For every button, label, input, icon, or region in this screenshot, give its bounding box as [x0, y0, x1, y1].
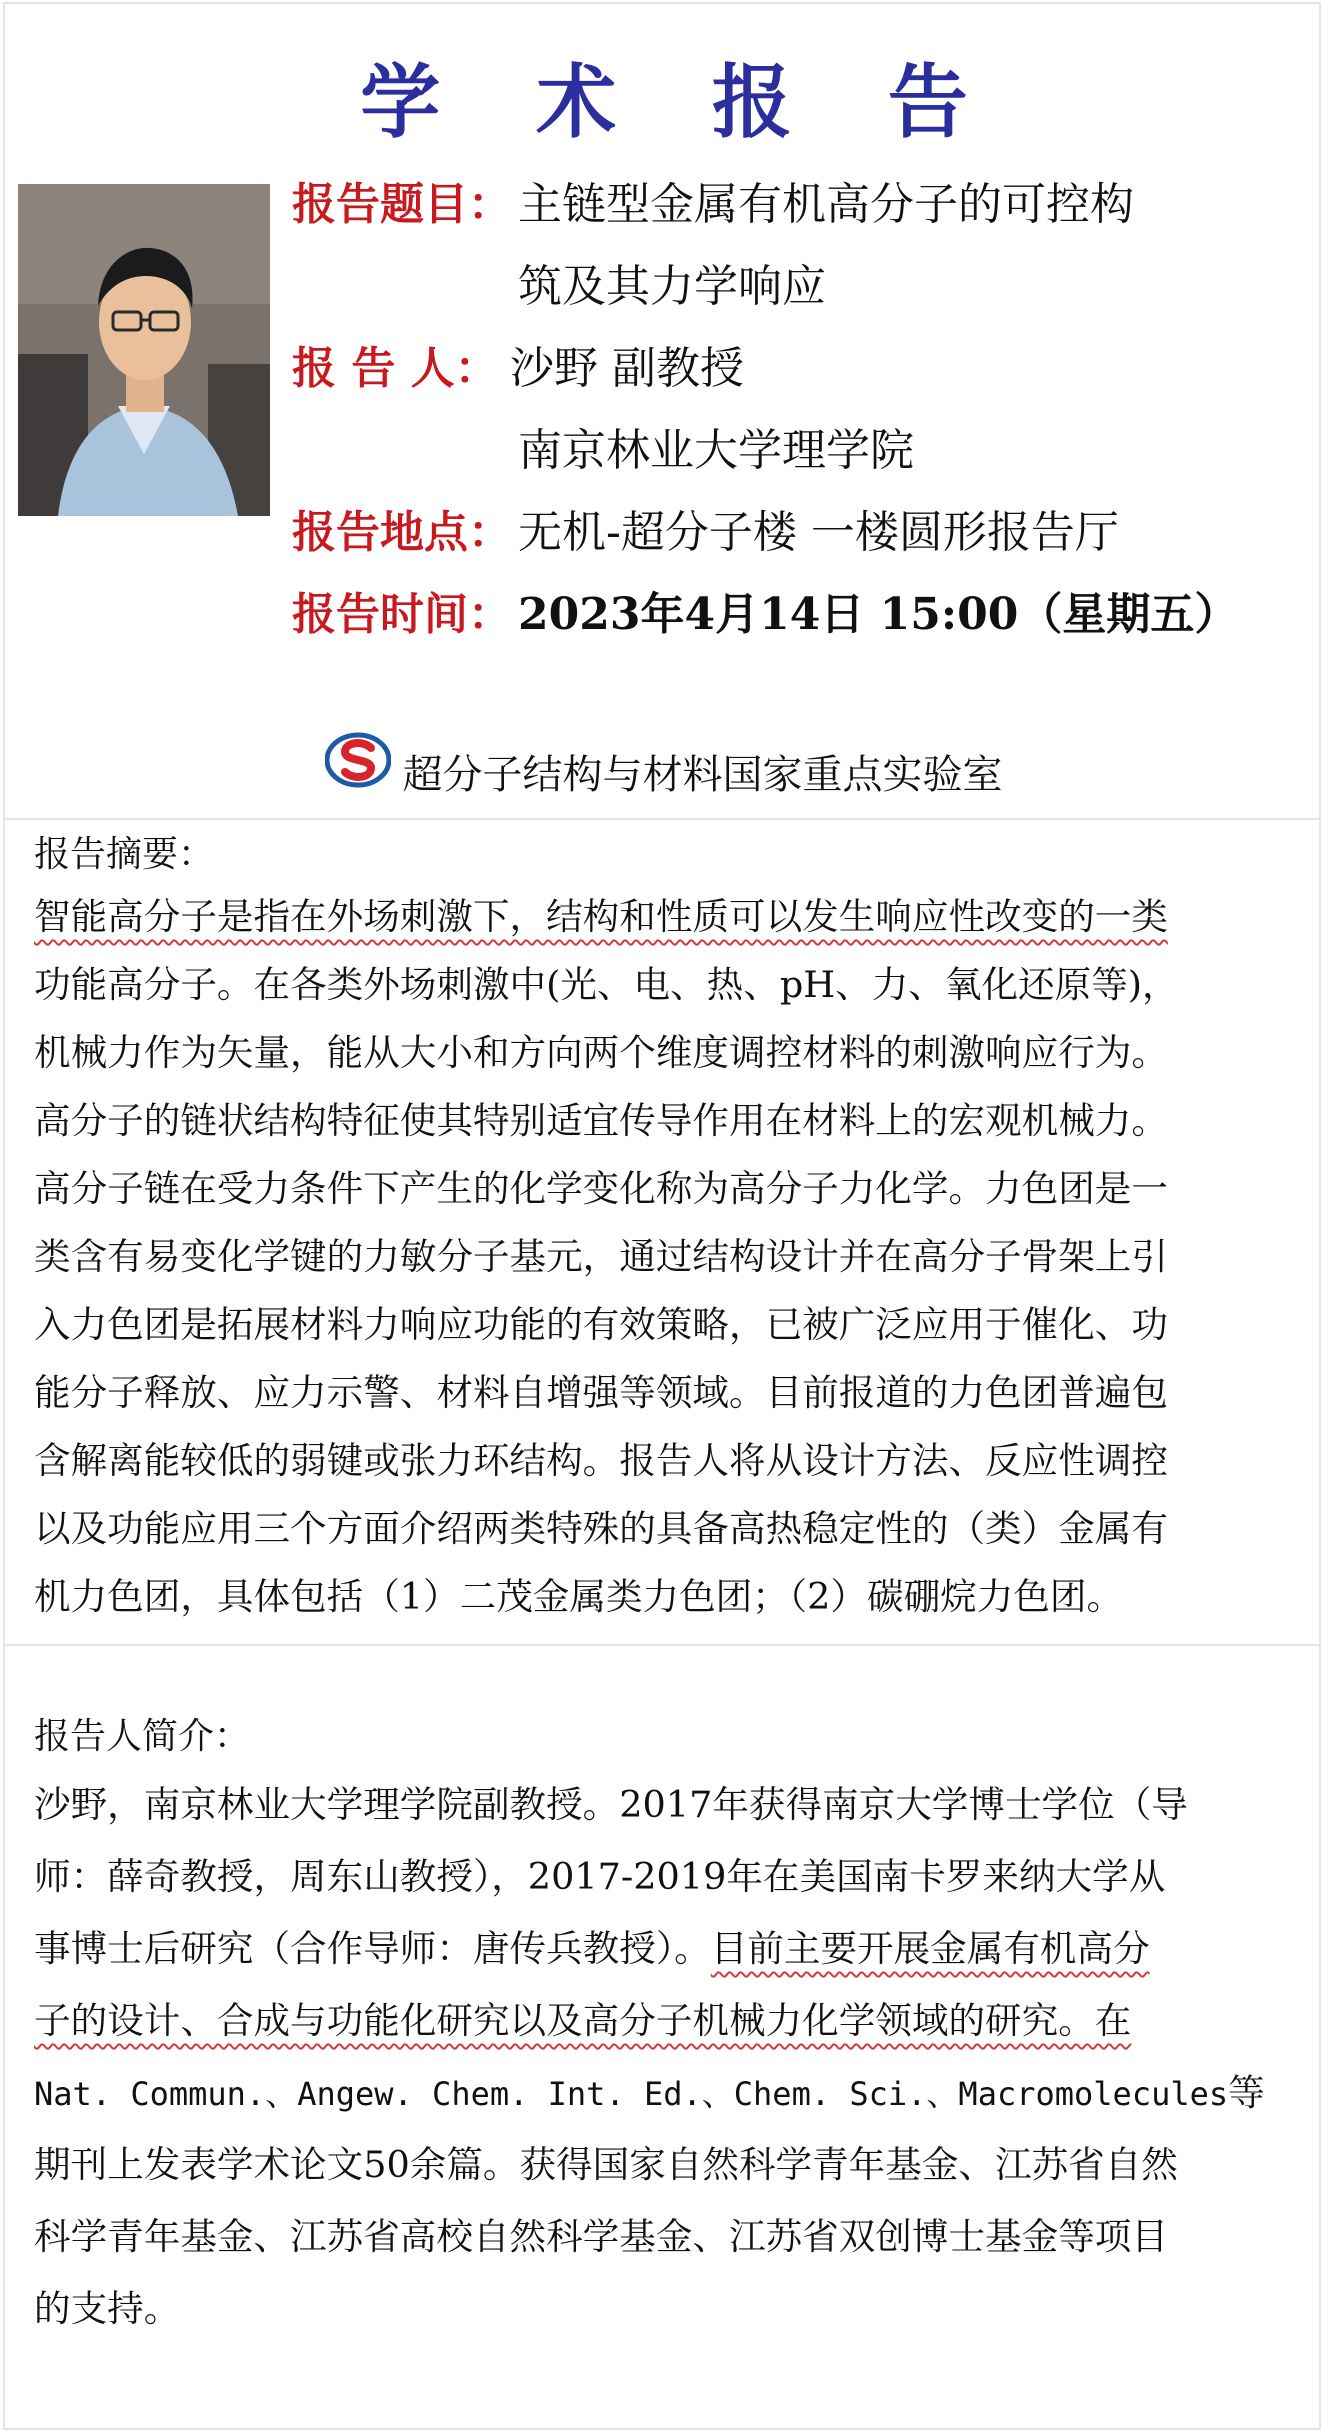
- bio-line: 的支持。: [34, 2287, 181, 2330]
- abstract-line: [34, 892, 1294, 942]
- abstract-line: 功能高分子。在各类外场刺激中(光、电、热、pH、力、氧化还原等)，: [34, 963, 1179, 1006]
- speaker-name: 沙野 副教授: [510, 343, 744, 394]
- speaker-photo: [18, 184, 270, 516]
- topic-label: 报告题目：: [292, 179, 512, 230]
- topic-value-line1: 主链型金属有机高分子的可控构: [518, 179, 1134, 230]
- location-value: 无机-超分子楼 一楼圆形报告厅: [518, 507, 1119, 558]
- bio-line: 师：薛奇教授，周东山教授），2017-2019年在美国南卡罗来纳大学从: [34, 1855, 1166, 1898]
- topic-value-line2: 筑及其力学响应: [518, 261, 826, 312]
- abstract-line: 高分子链在受力条件下产生的化学变化称为高分子力化学。力色团是一: [34, 1167, 1168, 1210]
- abstract-heading: 报告摘要：: [34, 834, 215, 875]
- bio-heading: 报告人简介：: [34, 1716, 251, 1757]
- journal-list-tail: 等: [1228, 2071, 1265, 2114]
- location-label: 报告地点：: [292, 507, 512, 558]
- abstract-line: 类含有易变化学键的力敏分子基元，通过结构设计并在高分子骨架上引: [34, 1235, 1168, 1278]
- speaker-affiliation: 南京林业大学理学院: [518, 425, 914, 476]
- speaker-portrait-image: [18, 184, 270, 516]
- abstract-line: 高分子的链状结构特征使其特别适宜传导作用在材料上的宏观机械力。: [34, 1099, 1168, 1142]
- lab-banner: [0, 732, 1328, 802]
- abstract-line: 机力色团，具体包括（1）二茂金属类力色团；（2）碳硼烷力色团。: [34, 1575, 1124, 1618]
- bio-line: [34, 1996, 1294, 2046]
- bio-journals-line: [34, 2068, 1294, 2118]
- lab-logo-icon: [325, 732, 391, 818]
- bio-line-part-underlined: 目前主要开展金属有机高分: [710, 1927, 1150, 1970]
- section-divider: [3, 818, 1321, 820]
- bio-line: 沙野，南京林业大学理学院副教授。2017年获得南京大学博士学位（导: [34, 1783, 1188, 1826]
- bio-line: [34, 1924, 1294, 1974]
- bio-line: 期刊上发表学术论文50余篇。获得国家自然科学青年基金、江苏省自然: [34, 2143, 1178, 2186]
- abstract-line: 含解离能较低的弱键或张力环结构。报告人将从设计方法、反应性调控: [34, 1439, 1168, 1482]
- abstract-line: 机械力作为矢量，能从大小和方向两个维度调控材料的刺激响应行为。: [34, 1031, 1168, 1074]
- time-value: 2023年4月14日 15:00（星期五）: [518, 589, 1239, 640]
- page-title: 学 术 报 告: [360, 55, 1002, 149]
- abstract-line-text: 智能高分子是指在外场刺激下，结构和性质可以发生响应性改变的一类: [34, 895, 1168, 938]
- lab-name: 超分子结构与材料国家重点实验室: [402, 752, 1003, 798]
- time-label: 报告时间：: [292, 589, 512, 640]
- abstract-line: 以及功能应用三个方面介绍两类特殊的具备高热稳定性的（类）金属有: [34, 1507, 1168, 1550]
- speaker-label: 报 告 人：: [292, 343, 499, 394]
- bio-line: 科学青年基金、江苏省高校自然科学基金、江苏省双创博士基金等项目: [34, 2215, 1168, 2258]
- bio-line-text: 子的设计、合成与功能化研究以及高分子机械力化学领域的研究。在: [34, 1999, 1132, 2042]
- abstract-line: 入力色团是拓展材料力响应功能的有效策略，已被广泛应用于催化、功: [34, 1303, 1168, 1346]
- section-divider: [3, 1644, 1321, 1646]
- bio-line-part: 事博士后研究（合作导师：唐传兵教授）。: [34, 1927, 711, 1970]
- abstract-line: 能分子释放、应力示警、材料自增强等领域。目前报道的力色团普遍包: [34, 1371, 1168, 1414]
- journal-list: Nat. Commun.、Angew. Chem. Int. Ed.、Chem. Sci.、Macromolecules: [34, 2075, 1229, 2113]
